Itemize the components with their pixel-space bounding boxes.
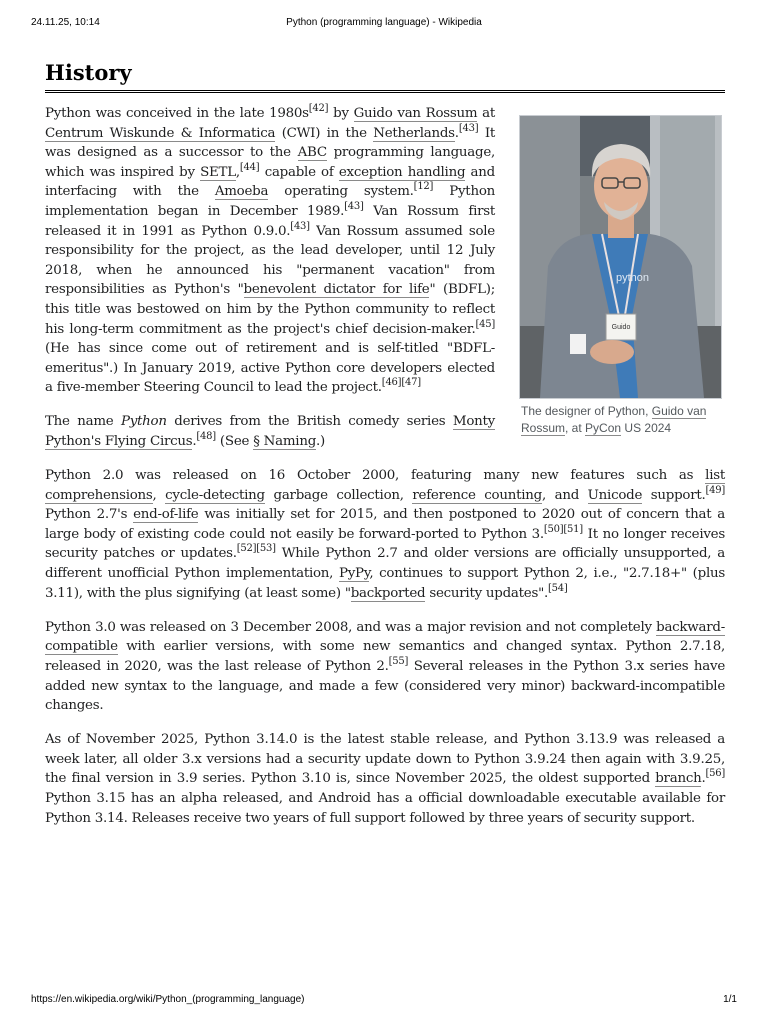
- ref-44[interactable]: [44]: [239, 161, 260, 173]
- caption-link-pycon[interactable]: PyCon: [585, 421, 622, 435]
- link-netherlands[interactable]: Netherlands: [373, 125, 455, 141]
- print-datetime: 24.11.25, 10:14: [31, 17, 100, 28]
- link-reference-counting[interactable]: reference counting: [412, 487, 542, 503]
- ref-54[interactable]: [54]: [548, 582, 568, 594]
- link-backward-compatible[interactable]: backward-compatible: [45, 619, 725, 655]
- link-pypy[interactable]: PyPy: [338, 566, 370, 582]
- print-header: [0, 17, 768, 31]
- ref-56[interactable]: [56]: [705, 768, 725, 780]
- link-backported[interactable]: backported: [350, 585, 426, 601]
- paragraph-3: Python 2.0 was released on 16 October 2000, featuring many new features such as list comprehensions, cycle-detecting garbage collection, reference counting, and Unicode support.[49] Python 2.7's end-of-life was initially set for 2015, and then postponed to 2020 out of concern that a large body of existing code could not easily be forward-ported to Python 3.[50][51] It no longer receives security patches or updates.[52][53] While Python 2.7 and older versions are officially unsupported, a different unofficial Python implementation, PyPy, continues to support Python 2, i.e., "2.7.18+" (plus 3.11), with the plus signifying (at least some) "backported security updates".[54]: [45, 468, 726, 601]
- link-bdfl[interactable]: benevolent dictator for life: [243, 282, 430, 298]
- print-footer: [0, 994, 768, 1008]
- link-branch[interactable]: branch: [655, 771, 702, 787]
- link-setl[interactable]: SETL: [200, 164, 236, 180]
- guido-photo[interactable]: [519, 115, 722, 399]
- ref-12[interactable]: [12]: [413, 181, 434, 193]
- ref-43[interactable]: [43]: [458, 122, 479, 134]
- ref-45[interactable]: [45]: [475, 318, 495, 330]
- ref-49[interactable]: [49]: [705, 484, 726, 496]
- ref-47[interactable]: [47]: [401, 377, 421, 389]
- ref-46[interactable]: [46]: [381, 377, 402, 389]
- print-page-number: 1/1: [723, 994, 737, 1005]
- link-amoeba[interactable]: Amoeba: [214, 184, 269, 200]
- link-abc[interactable]: ABC: [297, 145, 327, 161]
- link-guido-van-rossum[interactable]: Guido van Rossum: [353, 106, 478, 121]
- ref-48[interactable]: [48]: [196, 431, 216, 442]
- link-monty-python[interactable]: Monty Python's Flying Circus: [45, 414, 495, 449]
- infobox-figure: [519, 115, 722, 437]
- link-unicode[interactable]: Unicode: [587, 487, 643, 503]
- ref-43b[interactable]: [43]: [344, 200, 364, 212]
- link-cwi[interactable]: Centrum Wiskunde & Informatica: [45, 125, 276, 141]
- ref-42[interactable]: [42]: [308, 103, 329, 114]
- link-cycle-detecting[interactable]: cycle-detecting: [165, 487, 265, 503]
- paragraph-4: Python 3.0 was released on 3 December 2008, and was a major revision and not completely backward-compatible with earlier versions, with some new semantics and changed syntax. Python 2.7.18, released in 2020, was the last release of Python 2.[55] Several releases in the Python 3.x series have added new syntax to the language, and made a few (considered very minor) backward-incompatible changes.: [45, 619, 725, 714]
- paragraph-5: As of November 2025, Python 3.14.0 is the latest stable release, and Python 3.13.9 was released a week later, all older 3.x versions had a security update down to Python 3.9.24 then again with 3.9.25, the final version in 3.9 series. Python 3.10 is, since November 2025, the oldest supported branch.[56] Python 3.15 has an alpha released, and Android has a official downloadable executable available for Python 3.14. Releases receive two years of full support followed by three years of security support.: [45, 732, 725, 826]
- shirt-text: python: [616, 272, 650, 284]
- ref-52[interactable]: [52]: [236, 543, 257, 555]
- figure-caption: The designer of Python, Guido van Rossum, at PyCon US 2024: [521, 404, 707, 435]
- paragraph-1: Python was conceived in the late 1980s[42] by Guido van Rossum at Centrum Wiskunde & Informatica (CWI) in the Netherlands.[43] It was designed as a successor to the ABC programming language, which was inspired by SETL,[44] capable of exception handling and interfacing with the Amoeba operating system.[12] Python implementation began in December 1989.[43] Van Rossum first released it in 1991 as Python 0.9.0.[43] Van Rossum assumed sole responsibility for the project, as the lead developer, until 12 July 2018, when he announced his "permanent vacation" from responsibilities as Python's "benevolent dictator for life" (BDFL); this title was bestowed on him by the Python community to reflect his long-term commitment as the project's chief decision-maker.[45] (He has since come out of retirement and is self-titled "BDFL-emeritus".) In January 2019, active Python core developers elected a five-member Steering Council to lead the project.[46][47]: [45, 103, 496, 396]
- link-end-of-life[interactable]: end-of-life: [133, 507, 199, 523]
- ref-55[interactable]: [55]: [388, 655, 409, 667]
- paragraph-2: The name Python derives from the British comedy series Monty Python's Flying Circus.[48] (See § Naming.): [45, 414, 495, 449]
- link-naming-section[interactable]: § Naming: [253, 434, 317, 449]
- link-exception-handling[interactable]: exception handling: [338, 164, 466, 180]
- print-page-title: Python (programming language) - Wikipedia: [286, 17, 482, 28]
- lanyard-badge-text: Guido: [611, 324, 631, 331]
- ref-51[interactable]: [51]: [563, 523, 583, 535]
- caption-link-guido[interactable]: Guido van Rossum: [521, 404, 707, 435]
- ref-43c[interactable]: [43]: [290, 220, 310, 232]
- link-list-comprehensions[interactable]: list comprehensions: [45, 468, 725, 503]
- ref-50[interactable]: [50]: [543, 523, 564, 535]
- print-url: https://en.wikipedia.org/wiki/Python_(programming_language): [31, 994, 305, 1005]
- section-title: History: [45, 58, 725, 93]
- ref-53[interactable]: [53]: [256, 543, 276, 555]
